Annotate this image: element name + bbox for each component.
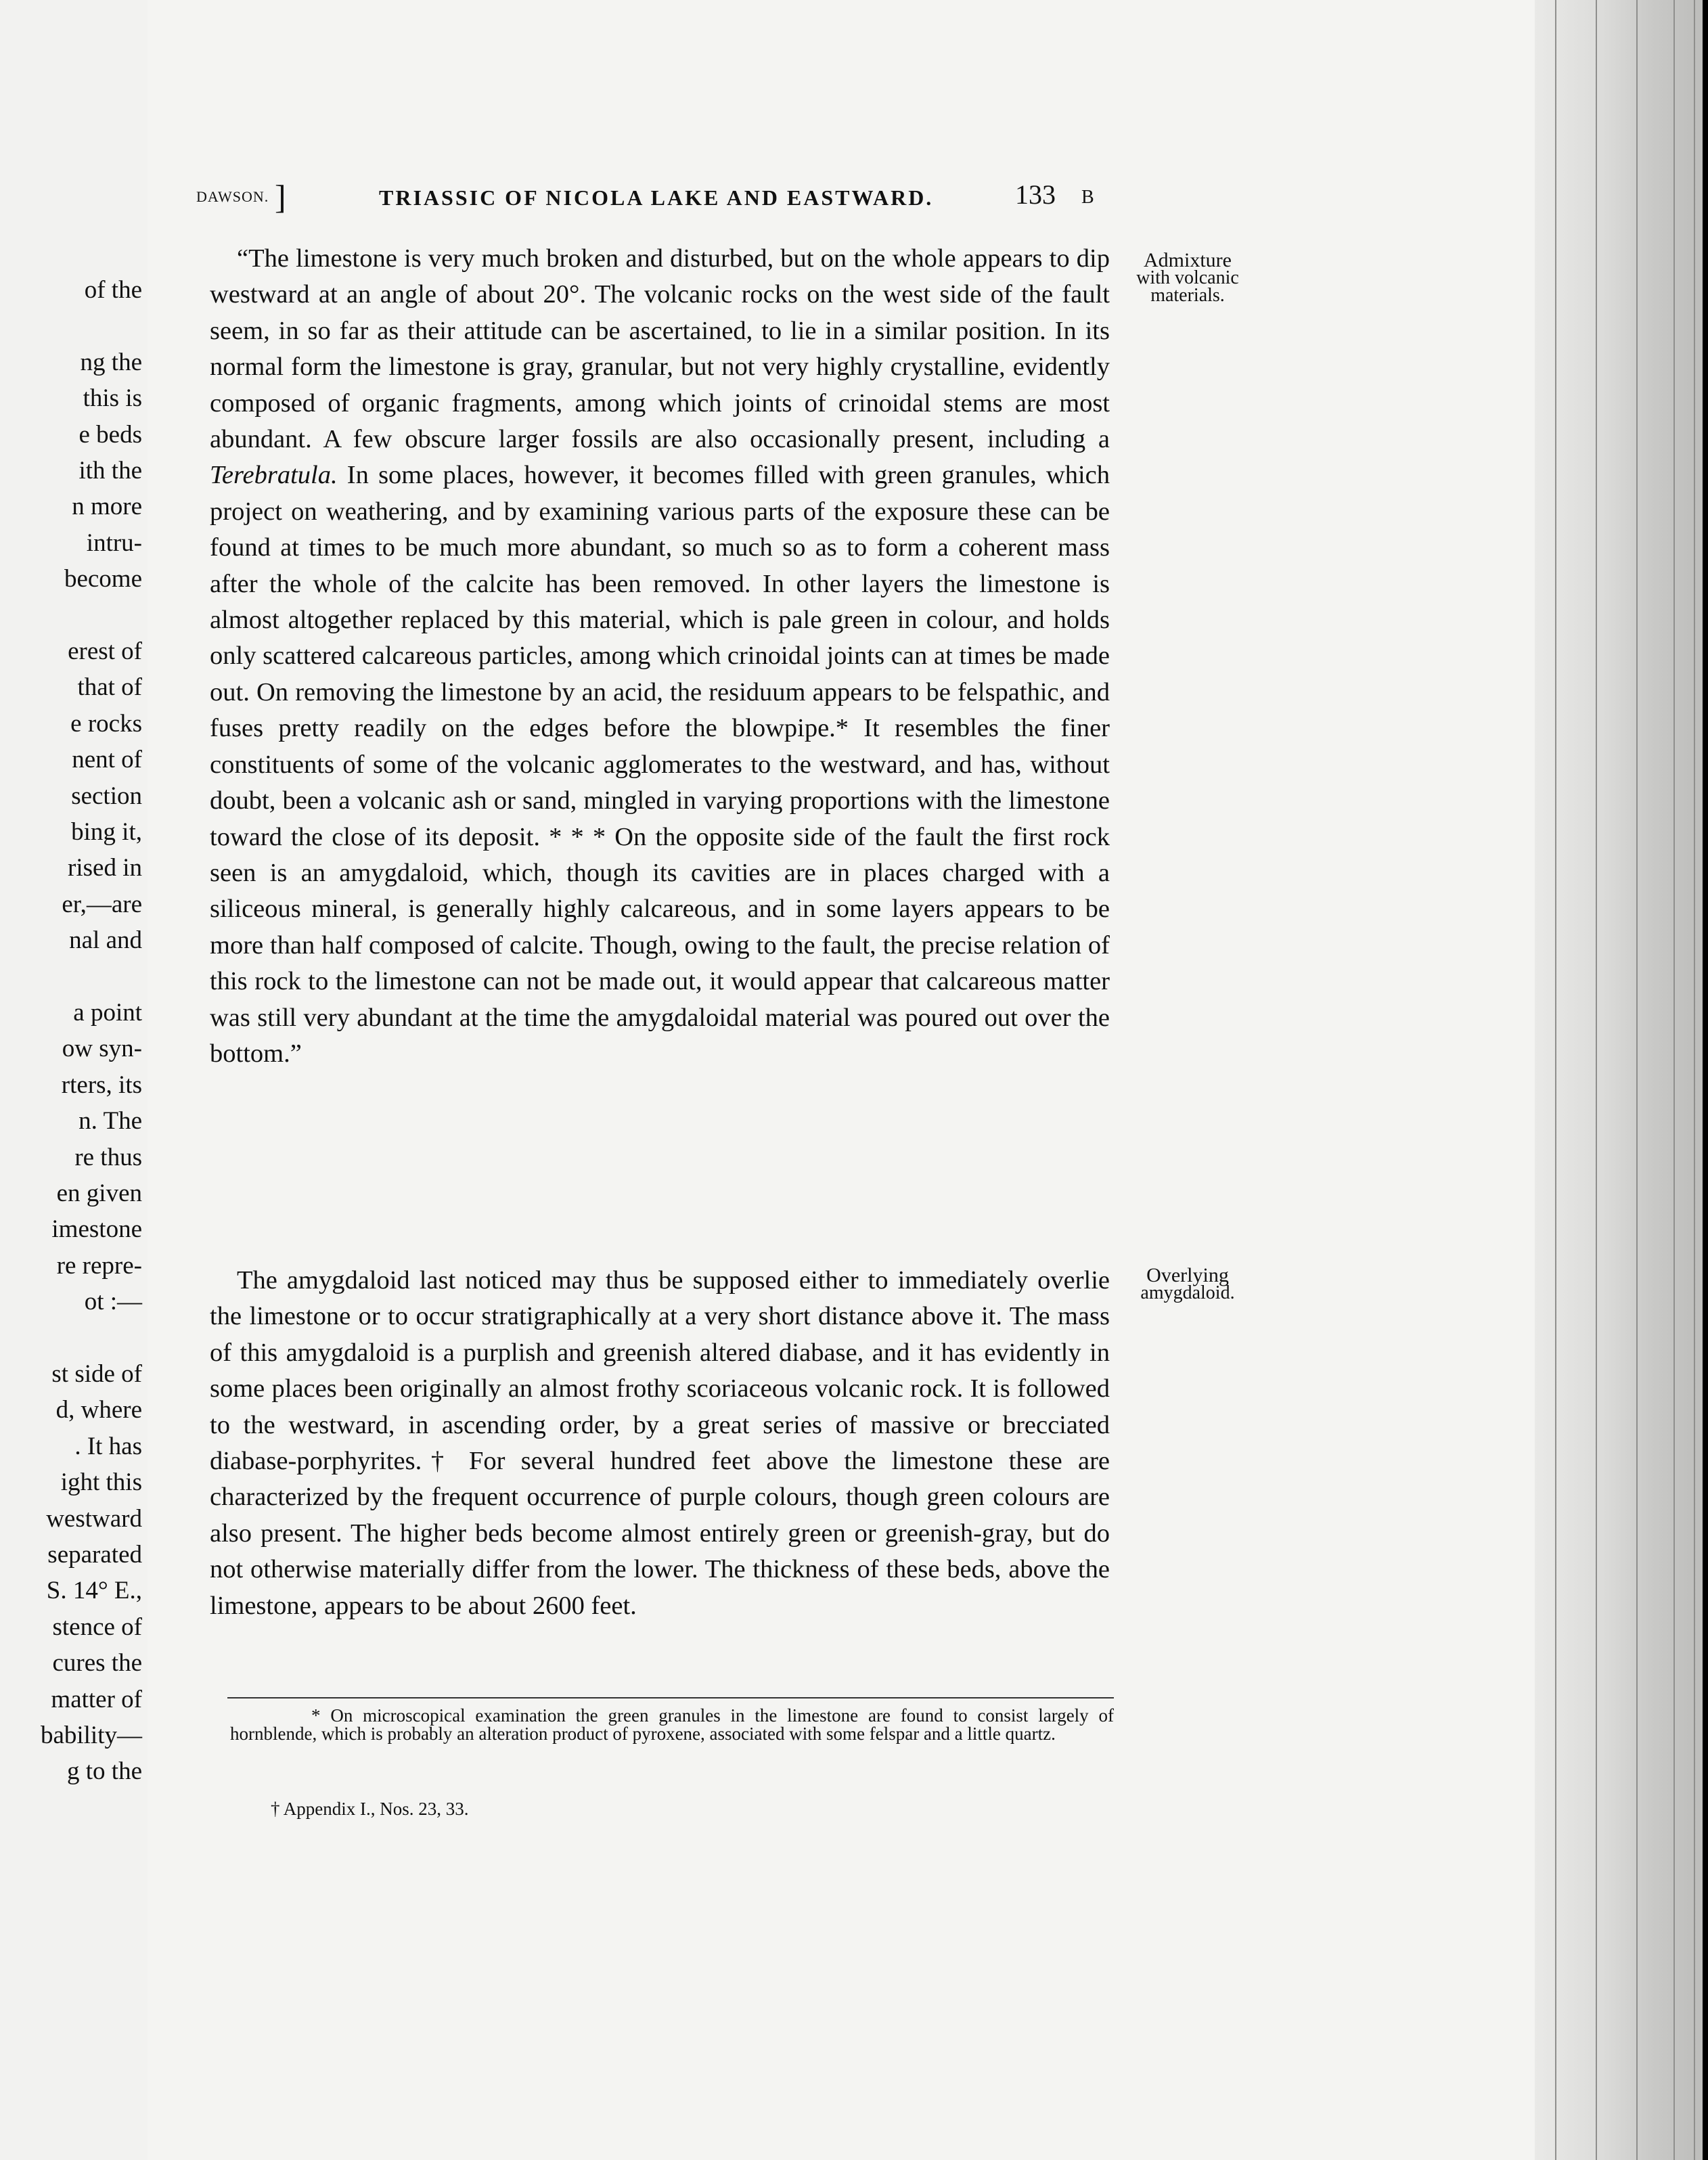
left-page-line: intru- bbox=[86, 528, 142, 557]
left-page-line: er,—are bbox=[62, 890, 142, 918]
left-page-line: stence of bbox=[52, 1613, 142, 1641]
left-page-line: re repre- bbox=[56, 1251, 142, 1280]
margin-note-line: Admixture bbox=[1144, 249, 1232, 271]
left-page-line: g to the bbox=[67, 1757, 142, 1786]
left-page-line: bing it, bbox=[71, 818, 142, 846]
left-page-line: become bbox=[64, 565, 142, 593]
left-page-line: erest of bbox=[68, 637, 142, 665]
left-page-line: this is bbox=[83, 384, 142, 413]
paragraph-quotation bbox=[210, 241, 1110, 1072]
paragraph-text-continued: In some places, however, it becomes filled with green granules, which project on weathering, and by examining various parts of the exposure these can be found at times to be much more abundant, so much so as to form a coherent mass after the whole of the calcite has been removed. In other layers the limestone is almost altogether replaced by this material, which is pale green in colour, and holds only scattered calcareous particles, among which crinoidal joints can at times be made out. On removing the limestone by an acid, the residuum appears to be felspathic, and fuses pretty readily on the edges before the blowpipe.* It resembles the finer constituents of some of the volcanic agglomerates to the westward, and has, without doubt, been a volcanic ash or sand, mingled in varying proportions with the limestone toward the close of its deposit. * * * On the opposite side of the fault the first rock seen is an amygdaloid, which, though its cavities are in places charged with a siliceous mineral, is generally highly calcareous, and in some layers appears to be more than half composed of calcite. Though, owing to the fault, the precise relation of this rock to the limestone can not be made out, it would appear that calcareous matter was still very abundant at the time the amygdaloidal material was poured out over the bottom.” bbox=[210, 461, 1110, 1068]
left-page-line: nent of bbox=[72, 746, 142, 774]
left-page-line: S. 14° E., bbox=[46, 1577, 142, 1605]
header-bracket: ] bbox=[275, 178, 286, 216]
left-page-line: en given bbox=[56, 1179, 142, 1207]
header-title: TRIASSIC OF NICOLA LAKE AND EASTWARD. bbox=[379, 185, 934, 210]
left-page-line: cures the bbox=[52, 1649, 142, 1678]
left-page-line: that of bbox=[77, 673, 142, 702]
footnote-microscopical: * On microscopical examination the green granules in the limestone are found to consist largely of hornblende, which is probably an alteration product of pyroxene, associated with some felspar and a little quartz. bbox=[230, 1705, 1114, 1744]
margin-note-admixture bbox=[1117, 249, 1259, 306]
margin-note-overlying bbox=[1117, 1264, 1259, 1303]
footnote-divider bbox=[227, 1697, 1114, 1698]
left-page-line: ight this bbox=[60, 1468, 142, 1497]
left-page-line: separated bbox=[47, 1541, 142, 1569]
paragraph-text: “The limestone is very much broken and disturbed, but on the whole appears to dip westward at an angle of about 20°. The volcanic rocks on the west side of the fault seem, in so far as their attitude can be ascertained, to lie in a similar position. In its normal form the limestone is gray, granular, but not very highly crystalline, evidently composed of organic fragments, among which joints of crinoidal stems are most abundant. A few obscure larger fossils are also occasionally present, including a bbox=[210, 244, 1110, 454]
left-page-line: rters, its bbox=[61, 1071, 142, 1099]
margin-note-line: materials. bbox=[1150, 285, 1225, 306]
left-page-line: ot :— bbox=[84, 1288, 142, 1316]
left-page-line: ng the bbox=[80, 348, 142, 376]
page-edge-stack bbox=[1535, 0, 1703, 2160]
left-page-line: re thus bbox=[74, 1143, 142, 1171]
left-page-line: rised in bbox=[68, 854, 142, 882]
left-page-line: matter of bbox=[51, 1685, 142, 1713]
left-page-line: n. The bbox=[78, 1107, 142, 1135]
left-page-line: ith the bbox=[78, 457, 142, 485]
margin-note-line: amygdaloid. bbox=[1140, 1282, 1235, 1303]
margin-note-line: with volcanic bbox=[1136, 267, 1239, 288]
left-page-line: imestone bbox=[51, 1215, 142, 1244]
left-page-line: n more bbox=[72, 493, 142, 521]
left-page-line: ow syn- bbox=[62, 1035, 142, 1063]
left-page-line: st side of bbox=[51, 1360, 142, 1388]
left-page-line: of the bbox=[84, 276, 142, 304]
left-page-line: e beds bbox=[78, 420, 142, 449]
left-page-line: d, where bbox=[55, 1396, 142, 1424]
left-page-line: . It has bbox=[74, 1432, 142, 1460]
left-page-line: section bbox=[71, 782, 142, 810]
page-number: 133 bbox=[1015, 179, 1056, 210]
margin-note-line: Overlying bbox=[1146, 1264, 1229, 1286]
running-header bbox=[196, 178, 1110, 216]
italic-genus-name: Terebratula. bbox=[210, 461, 338, 490]
page-suffix: B bbox=[1081, 187, 1094, 208]
left-page-line: nal and bbox=[69, 926, 142, 955]
paragraph-amygdaloid: The amygdaloid last noticed may thus be supposed either to immediately overlie the limestone or to occur stratigraphically at a very short distance above it. The mass of this amygdaloid is a purplish and greenish altered diabase, and it has evidently in some places been originally an almost frothy scoriaceous volcanic rock. It is followed to the westward, in ascending order, by a great series of massive or brecciated diabase-porphyrites.† For several hundred feet above the limestone these are characterized by the frequent occurrence of purple colours, though green colours are also present. The higher beds become almost entirely green or greenish-gray, but do not otherwise materially differ from the lower. The thickness of these beds, above the limestone, appears to be about 2600 feet. bbox=[210, 1266, 1110, 1620]
header-author: DAWSON. bbox=[196, 188, 269, 205]
left-page-line: bability— bbox=[40, 1722, 142, 1749]
left-page-line: e rocks bbox=[70, 709, 142, 738]
footnote-appendix: † Appendix I., Nos. 23, 33. bbox=[271, 1799, 469, 1819]
left-page-line: westward bbox=[46, 1504, 142, 1533]
previous-page-strip bbox=[0, 0, 148, 2160]
left-page-line: a point bbox=[73, 999, 142, 1027]
